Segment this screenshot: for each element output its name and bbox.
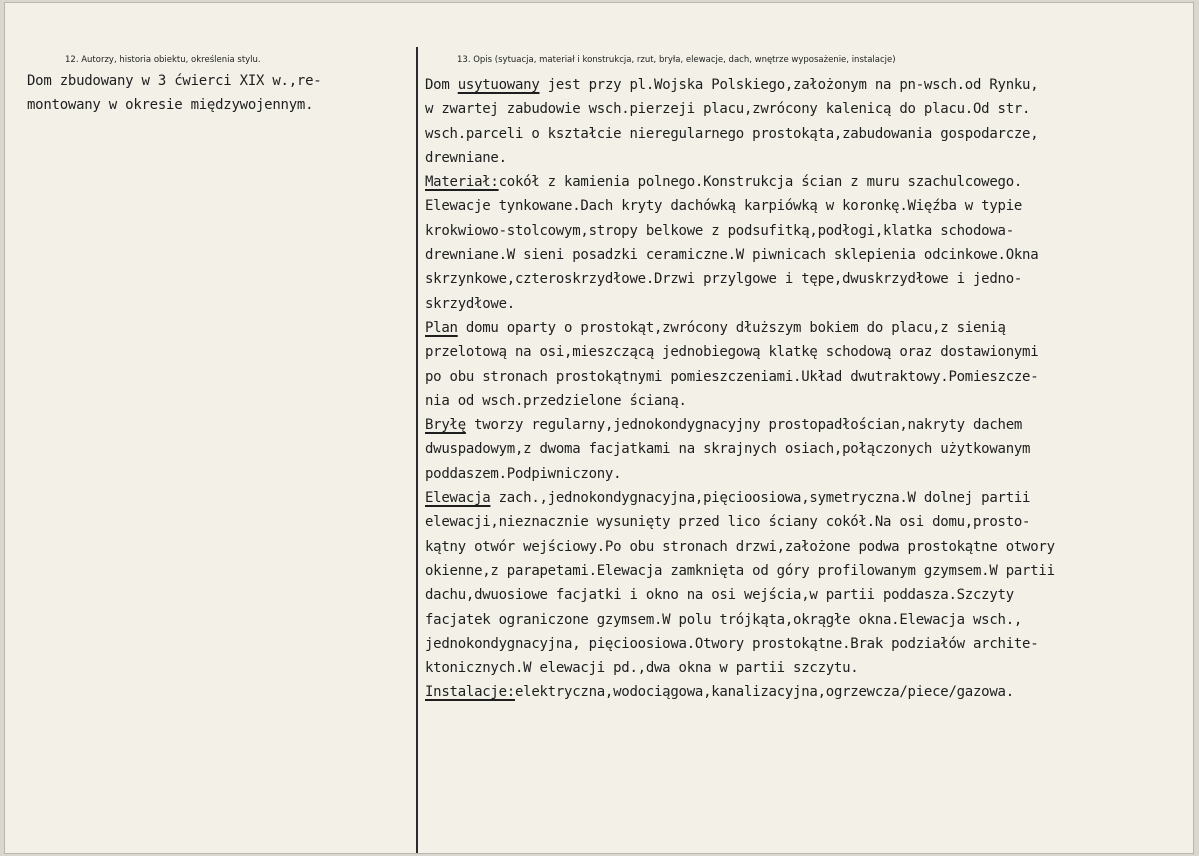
line-text: elektryczna,wodociągowa,kanalizacyjna,ogrzewcza/piece/gazowa.	[514, 684, 1014, 701]
line-text: domu oparty o prostokąt,zwrócony dłuższym bokiem do placu,z sienią	[457, 319, 1006, 336]
line-text: kątny otwór wejściowy.Po obu stronach drzwi,założone podwa prostokątne otwory	[425, 538, 1055, 555]
section-12-line: montowany w okresie międzywojennym.	[27, 97, 314, 114]
section-13-line	[425, 73, 1055, 97]
underlined-keyword: Elewacja	[425, 490, 491, 507]
section-13-line	[425, 462, 1055, 486]
section-13-line	[425, 219, 1055, 243]
underlined-keyword: Plan	[425, 319, 458, 336]
line-text: zach.,jednokondygnacyjna,pięcioosiowa,symetryczna.W dolnej partii	[490, 490, 1031, 507]
underlined-keyword: usytuowany	[457, 77, 540, 93]
line-text: drewniane.W sieni posadzki ceramiczne.W piwnicach sklepienia odcinkowe.Okna	[425, 247, 1039, 264]
line-text: tworzy regularny,jednokondygnacyjny prostopadłościan,nakryty dachem	[465, 417, 1023, 434]
section-13-line	[425, 365, 1055, 389]
line-text: facjatek ograniczone gzymsem.W polu trójkąta,okrągłe okna.Elewacja wsch.,	[425, 611, 1023, 628]
line-text: nia od wsch.przedzielone ścianą.	[425, 392, 687, 409]
section-13-line	[425, 292, 1055, 316]
line-text: skrzynkowe,czteroskrzydłowe.Drzwi przylgowe i tępe,dwuskrzydłowe i jedno-	[425, 271, 1023, 288]
section-13-line	[425, 608, 1055, 632]
line-text: Dom	[425, 77, 458, 93]
section-13-line	[425, 194, 1055, 218]
line-text: drewniane.	[425, 149, 507, 166]
line-text: krokwiowo-stolcowym,stropy belkowe z podsufitką,podłogi,klatka schodowa-	[425, 222, 1014, 239]
document-sheet	[4, 2, 1194, 854]
line-text: elewacji,nieznacznie wysunięty przed lico ściany cokół.Na osi domu,prosto-	[425, 514, 1031, 531]
underlined-keyword: Materiał:	[425, 174, 499, 191]
section-13-line	[425, 680, 1055, 704]
line-text: wsch.parceli o kształcie nieregularnego prostokąta,zabudowania gospodarcze,	[425, 125, 1039, 142]
section-13-line	[425, 389, 1055, 413]
section-12-text	[27, 69, 321, 118]
line-text: ktonicznych.W elewacji pd.,dwa okna w partii szczytu.	[425, 660, 859, 677]
line-text: po obu stronach prostokątnymi pomieszczeniami.Układ dwutraktowy.Pomieszcze-	[425, 368, 1039, 385]
section-13-line	[425, 97, 1055, 121]
section-12-line: Dom zbudowany w 3 ćwierci XIX w.,re-	[27, 73, 322, 89]
line-text: dachu,dwuosiowe facjatki i okno na osi wejścia,w partii poddasza.Szczyty	[425, 587, 1014, 604]
line-text: przelotową na osi,mieszczącą jednobiegową klatkę schodową oraz dostawionymi	[425, 344, 1039, 361]
section-13-heading: 13. Opis (sytuacja, materiał i konstrukcja, rzut, bryła, elewacje, dach, wnętrze wyposażenie, instalacje)	[457, 55, 896, 65]
section-13-text	[425, 73, 1055, 705]
line-text: cokół z kamienia polnego.Konstrukcja ścian z muru szachulcowego.	[498, 174, 1023, 191]
section-13-line	[425, 437, 1055, 461]
column-divider	[416, 47, 418, 853]
section-13-line	[425, 122, 1055, 146]
section-13-line	[425, 413, 1055, 437]
section-13-line	[425, 267, 1055, 291]
line-text: okienne,z parapetami.Elewacja zamknięta od góry profilowanym gzymsem.W partii	[425, 562, 1055, 579]
section-13-line	[425, 510, 1055, 534]
section-13-line	[425, 656, 1055, 680]
section-13-line	[425, 243, 1055, 267]
section-13-line	[425, 170, 1055, 194]
section-13-line	[425, 340, 1055, 364]
section-13-line	[425, 632, 1055, 656]
section-13-line	[425, 316, 1055, 340]
line-text: poddaszem.Podpiwniczony.	[425, 465, 622, 482]
underlined-keyword: Bryłę	[425, 417, 466, 434]
section-13-line	[425, 559, 1055, 583]
line-text: dwuspadowym,z dwoma facjatkami na skrajnych osiach,połączonych użytkowanym	[425, 441, 1031, 458]
section-13-line	[425, 535, 1055, 559]
section-13-line	[425, 146, 1055, 170]
section-13-line	[425, 486, 1055, 510]
line-text: jednokondygnacyjna, pięcioosiowa.Otwory prostokątne.Brak podziałów archite-	[425, 635, 1039, 652]
line-text: Elewacje tynkowane.Dach kryty dachówką karpiówką w koronkę.Więźba w typie	[425, 198, 1023, 215]
line-text: w zwartej zabudowie wsch.pierzeji placu,zwrócony kalenicą do placu.Od str.	[425, 101, 1031, 118]
underlined-keyword: Instalacje:	[425, 684, 515, 701]
section-13-line	[425, 583, 1055, 607]
line-text: jest przy pl.Wojska Polskiego,założonym na pn-wsch.od Rynku,	[539, 77, 1039, 93]
line-text: skrzydłowe.	[425, 295, 515, 312]
section-12-heading: 12. Autorzy, historia obiektu, określenia stylu.	[65, 55, 261, 65]
